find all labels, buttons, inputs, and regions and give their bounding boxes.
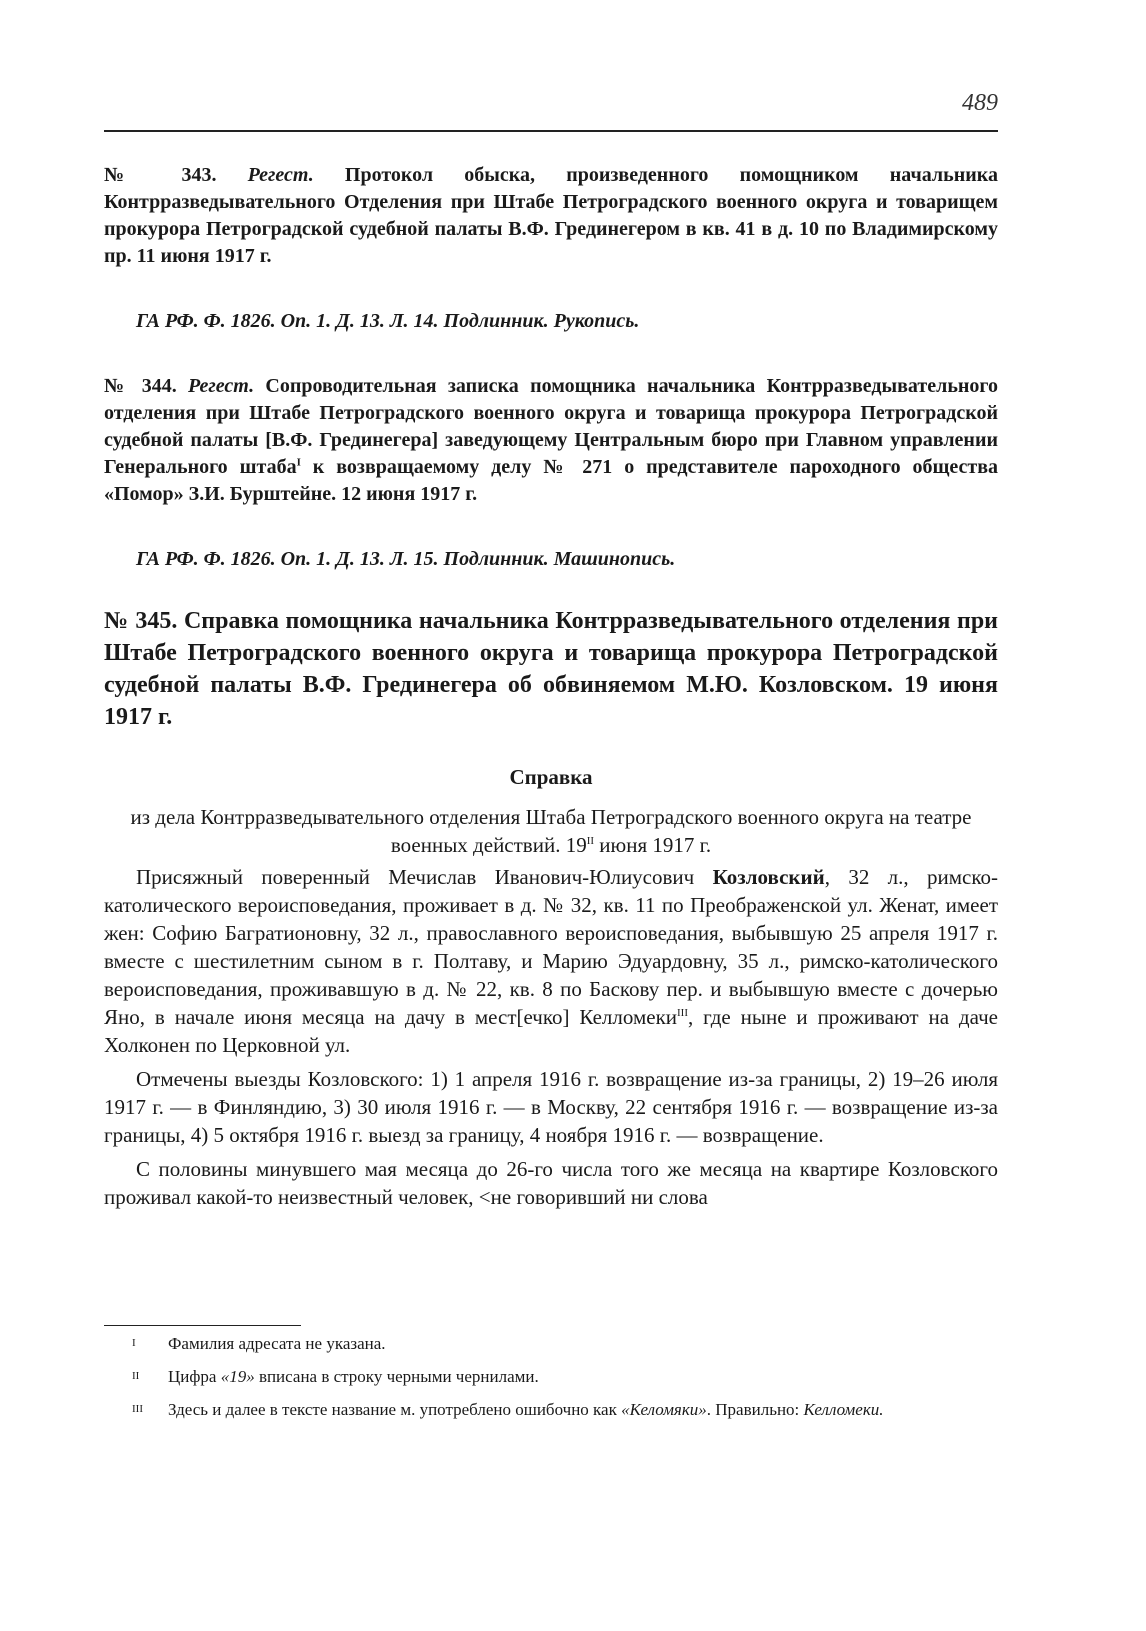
body-paragraph [104, 863, 998, 1059]
footnote-text: Здесь и далее в тексте название м. употреблено ошибочно как [168, 1400, 622, 1419]
regest-number: № 343. [104, 164, 217, 186]
document-subtitle [104, 803, 998, 859]
paragraph-text: Присяжный поверенный Мечислав Иванович-Юлиусович [136, 865, 713, 889]
paragraph-text: , где ныне и проживают на даче Холконен по Церковной ул. [104, 1005, 998, 1057]
footnote-ref[interactable]: III [677, 1007, 689, 1019]
footnote [104, 1332, 998, 1355]
footnote-italic: «19» [220, 1367, 255, 1386]
footnote-mark: I [132, 1337, 136, 1349]
regest-text: Сопроводительная записка помощника начальника Контрразведывательного отделения при Штабе Петроградского военного округа и товарища прокурора Петроградской судебной палаты [В.Ф. Грединегера] заведующему Центральным бюро при Главном управлении Генерального штаба [104, 375, 999, 478]
archive-reference-343: ГА РФ. Ф. 1826. Оп. 1. Д. 13. Л. 14. Подлинник. Рукопись. [136, 310, 640, 332]
footnote-ref[interactable]: II [586, 835, 595, 847]
regest-number: № 344. [104, 375, 177, 397]
main-content [104, 162, 998, 1211]
regest-text: Протокол обыска, произведенного помощником начальника Контрразведывательного Отделения при Штабе Петроградского военного округа и товарищем прокурора Петроградской судебной палаты В.Ф. Грединегером в кв. 41 в д. 10 по Владимирскому пр. 11 июня 1917 г. [104, 164, 998, 267]
paragraph-text: , 32 л., римско-католического вероисповедания, проживает в д. № 32, кв. 11 по Преображенской ул. Женат, имеет жен: Софию Багратионовну, 32 л., православного вероисповедания, выбывшую 25 апреля 1917 г. вместе с шестилетним сыном в г. Полтаву, и Марию Эдуардовну, 35 л., римско-католического вероисповедания, проживавшую в д. № 22, кв. 8 по Баскову пер. и выбывшую вместе с дочерью Яно, в начале июня месяца на дачу в мест[ечко] Келломеки [104, 865, 998, 1029]
header-rule [104, 130, 998, 132]
subtitle-text: из дела Контрразведывательного отделения Штаба Петроградского военного округа на театре военных действий. 19 [130, 805, 972, 857]
footnote-italic: Келломеки. [803, 1400, 884, 1419]
body-paragraph: С половины минувшего мая месяца до 26-го числа того же месяца на квартире Козловского проживал какой-то неизвестный человек, <не говоривший ни слова [104, 1157, 998, 1209]
subtitle-text: июня 1917 г. [594, 833, 712, 857]
footnote-text: вписана в строку черными чернилами. [254, 1367, 539, 1386]
footnote-text: Цифра [168, 1367, 221, 1386]
document-title: № 345. Справка помощника начальника Контрразведывательного отделения при Штабе Петроградского военного округа и товарища прокурора Петроградской судебной палаты В.Ф. Грединегера об обвиняемом М.Ю. Козловском. 19 июня 1917 г. [104, 608, 998, 730]
archive-reference-344: ГА РФ. Ф. 1826. Оп. 1. Д. 13. Л. 15. Подлинник. Машинопись. [136, 548, 676, 570]
footnote-italic: «Келомяки» [621, 1400, 707, 1419]
document-heading: Справка [509, 765, 593, 789]
body-paragraph: Отмечены выезды Козловского: 1) 1 апреля 1916 г. возвращение из-за границы, 2) 19–26 июля 1917 г. — в Финляндию, 3) 30 июля 1916 г. — в Москву, 22 сентября 1916 г. — возвращение из-за границы, 4) 5 октября 1916 г. выезд за границу, 4 ноября 1916 г. — возвращение. [104, 1067, 998, 1147]
regest-344 [104, 373, 998, 508]
footnote [104, 1398, 998, 1421]
regest-343 [104, 162, 998, 270]
footnote-rule [104, 1325, 301, 1326]
footnote [104, 1365, 998, 1388]
page-number: 489 [962, 90, 998, 116]
footnotes [104, 1332, 998, 1431]
regest-label: Регест. [188, 375, 255, 397]
footnote-text: Фамилия адресата не указана. [168, 1334, 386, 1353]
person-name: Козловский [712, 865, 825, 889]
footnote-text: . Правильно: [706, 1400, 804, 1419]
footnote-ref[interactable]: I [296, 456, 301, 469]
regest-text: к возвращаемому делу № 271 о представителе пароходного общества «Помор» З.И. Бурштейне. 12 июня 1917 г. [104, 456, 999, 505]
footnote-mark: III [132, 1403, 143, 1415]
footnote-mark: II [132, 1370, 140, 1382]
regest-label: Регест. [247, 164, 314, 186]
